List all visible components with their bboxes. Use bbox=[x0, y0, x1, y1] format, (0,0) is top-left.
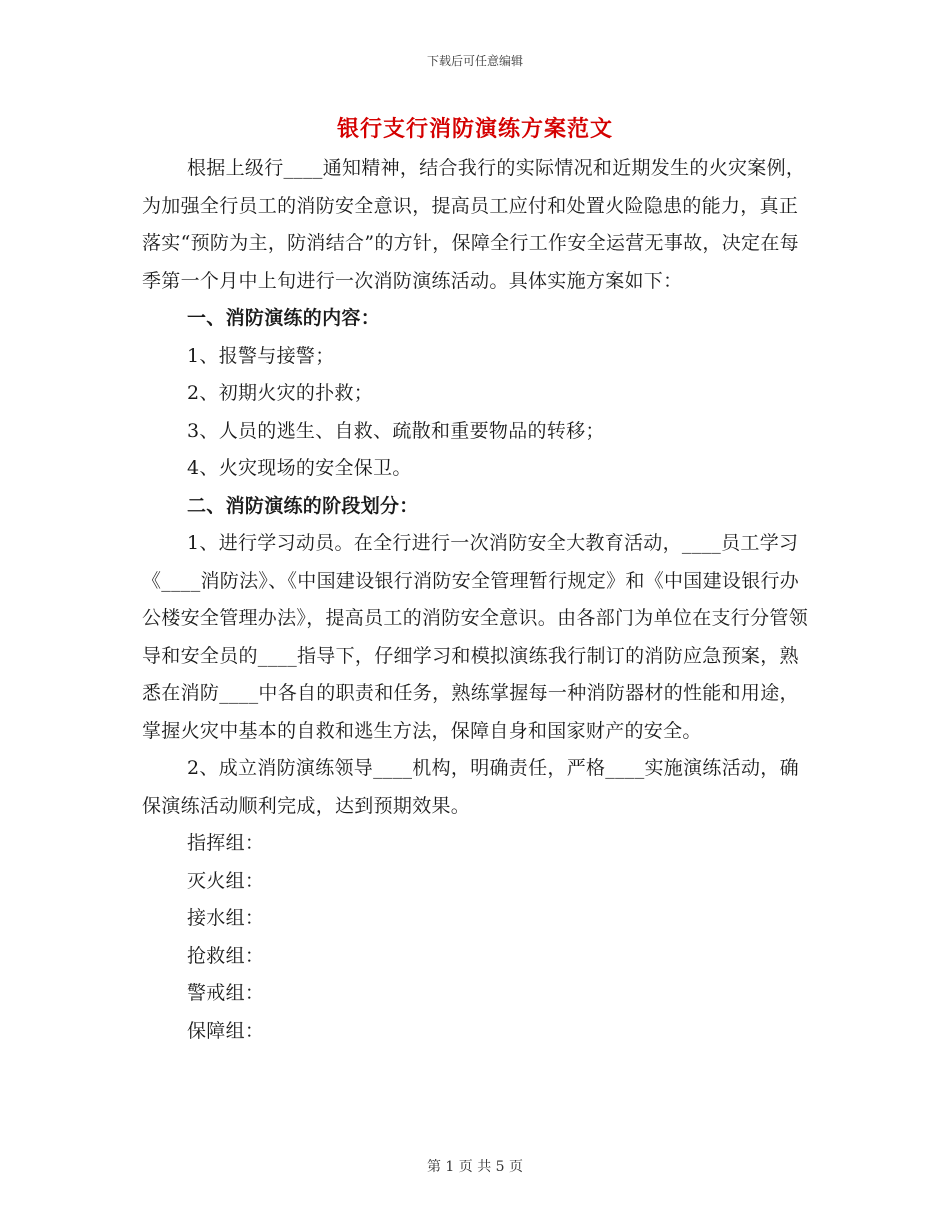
document-body bbox=[142, 150, 812, 1050]
section2-paragraph-1: 1、进行学习动员。在全行进行一次消防安全大教育活动，____员工学习《____消防法》、《中国建设银行消防安全管理暂行规定》和《中国建设银行办公楼安全管理办法》，提高员工的消防安全意识。由各部门为单位在支行分管领导和安全员的____指导下，仔细学习和模拟演练我行制订的消防应急预案，熟悉在消防____中各自的职责和任务，熟练掌握每一种消防器材的性能和用途，掌握火灾中基本的自救和逃生方法，保障自身和国家财产的安全。 bbox=[142, 532, 809, 742]
role-support: 保障组： bbox=[187, 1019, 265, 1042]
role-command: 指挥组： bbox=[187, 832, 265, 854]
page-number-footer: 第 1 页 共 5 页 bbox=[426, 1159, 524, 1175]
section2-paragraph-2: 2、成立消防演练领导____机构，明确责任，严格____实施演练活动，确保演练活动顺利完成，达到预期效果。 bbox=[142, 757, 799, 817]
role-water: 接水组： bbox=[187, 907, 265, 929]
section1-item: 4、火灾现场的安全保卫。 bbox=[187, 457, 412, 479]
role-guard: 警戒组： bbox=[187, 982, 265, 1004]
section2-heading: 二、消防演练的阶段划分： bbox=[187, 494, 419, 517]
role-rescue: 抢救组： bbox=[187, 944, 265, 967]
section1-heading: 一、消防演练的内容： bbox=[187, 307, 381, 329]
document-title: 银行支行消防演练方案范文 bbox=[336, 116, 613, 142]
intro-paragraph: 根据上级行____通知精神，结合我行的实际情况和近期发生的火灾案例，为加强全行员工的消防安全意识，提高员工应付和处置火险隐患的能力，真正落实“预防为主，防消结合”的方针，保障全行工作安全运营无事故，决定在每季第一个月中上旬进行一次消防演练活动。具体实施方案如下： bbox=[142, 157, 806, 292]
page-header-note: 下载后可任意编辑 bbox=[426, 54, 523, 68]
role-firefighting: 灭火组： bbox=[187, 869, 265, 892]
section1-item: 3、人员的逃生、自救、疏散和重要物品的转移； bbox=[187, 419, 605, 442]
section1-item: 2、初期火灾的扑救； bbox=[187, 382, 374, 404]
section1-item: 1、报警与接警； bbox=[187, 344, 335, 367]
